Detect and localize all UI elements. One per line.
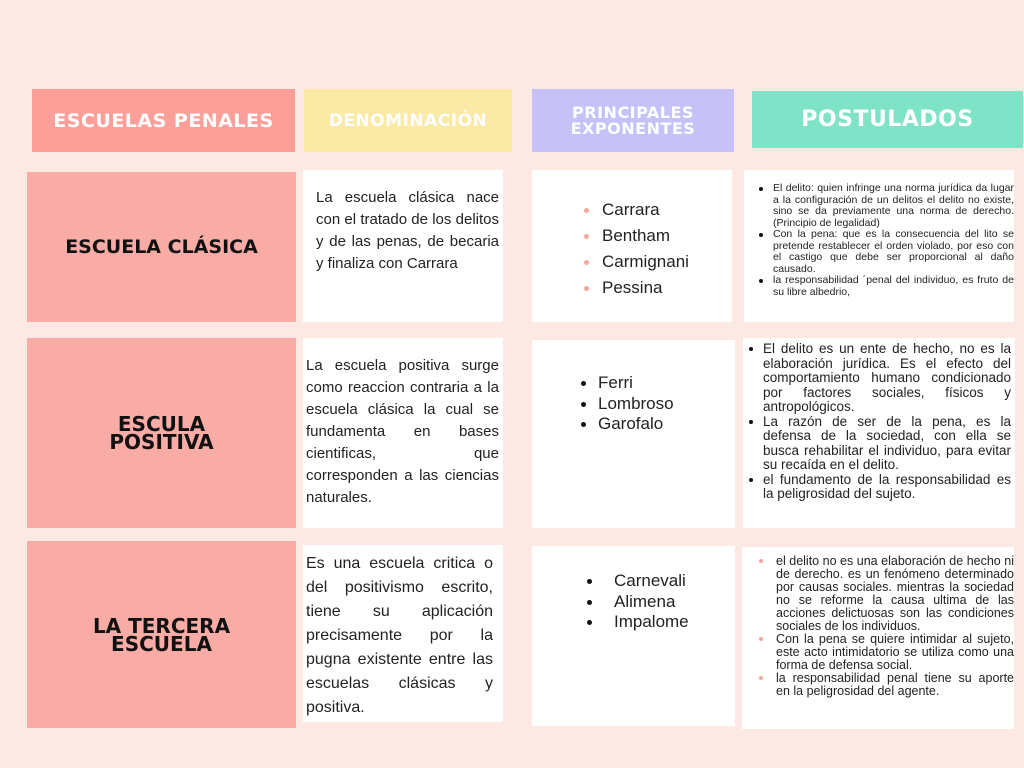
list-item: Con la pena se quiere intimidar al sujeto, este acto intimidatorio se utiliza como una forma de defensa social. [776, 632, 1014, 672]
school-cell-positiva: ESCULA POSITIVA [27, 338, 296, 528]
denomination-cell-positiva: La escuela positiva surge como reaccion contraria a la escuela clásica la cual se fundamenta en bases cientificas, que corresponden a las ciencias naturales. [303, 338, 503, 528]
list-item: Garofalo [598, 414, 735, 435]
list-item: Carnevali [614, 571, 735, 592]
list-item: Con la pena: que es la consecuencia del lito se pretende restablecer el orden violado, por eso con el castigo que debe ser proporcional al daño causado. [773, 228, 1014, 275]
header-denominacion: DENOMINACIÓN [304, 89, 512, 152]
list-item: Ferri [598, 373, 735, 394]
header-postulados: POSTULADOS [752, 91, 1023, 148]
list-item: Carrara [602, 197, 732, 223]
list-item: Bentham [602, 223, 732, 249]
school-cell-clasica: ESCUELA CLÁSICA [27, 172, 296, 322]
list-item: Lombroso [598, 394, 735, 415]
postulates-cell-tercera [742, 547, 1014, 729]
header-principales-exponentes: PRINCIPALES EXPONENTES [532, 89, 734, 152]
list-item: el fundamento de la responsabilidad es la peligrosidad del sujeto. [763, 471, 1011, 501]
list-item: el delito no es una elaboración de hecho ni de derecho. es un fenómeno determinado por causas sociales. mientras la sociedad no se reforme la causa ultima de las acciones delictuosas son las condiciones sociales de los individuos. [776, 554, 1014, 633]
list-item: Carmignani [602, 249, 732, 275]
exponents-cell-clasica [532, 170, 732, 322]
postulates-cell-positiva [743, 338, 1015, 528]
exponents-cell-positiva [532, 340, 735, 528]
denomination-cell-clasica: La escuela clásica nace con el tratado de los delitos y de las penas, de becaria y finaliza con Carrara [303, 170, 503, 322]
list-item: El delito: quien infringe una norma jurídica da lugar a la configuración de un delitos el delito no existe, sino se da previamente una norma de derecho. (Principio de legalidad) [773, 182, 1014, 229]
list-item: Pessina [602, 275, 732, 301]
list-item: La razón de ser de la pena, es la defensa de la sociedad, con ella se busca rehabilitar el individuo, para evitar su recaída en el delito. [763, 413, 1011, 472]
exponents-cell-tercera [532, 546, 735, 726]
header-escuelas-penales: ESCUELAS PENALES [32, 89, 295, 152]
school-cell-tercera: LA TERCERA ESCUELA [27, 541, 296, 728]
list-item: la responsabilidad ´penal del individuo, es fruto de su libre albedrio, [773, 274, 1014, 298]
postulates-cell-clasica [744, 170, 1014, 322]
list-item: la responsabilidad penal tiene su aporte en la peligrosidad del agente. [776, 671, 1014, 698]
list-item: El delito es un ente de hecho, no es la elaboración jurídica. Es el efecto del comportamiento humano condicionado por factores sociales, físicos y antropológicos. [763, 341, 1011, 414]
list-item: Impalome [614, 612, 735, 633]
denomination-cell-tercera: Es una escuela critica o del positivismo escrito, tiene su aplicación precisamente por la pugna existente entre las escuelas clásicas y positiva. [303, 545, 503, 722]
list-item: Alimena [614, 592, 735, 613]
